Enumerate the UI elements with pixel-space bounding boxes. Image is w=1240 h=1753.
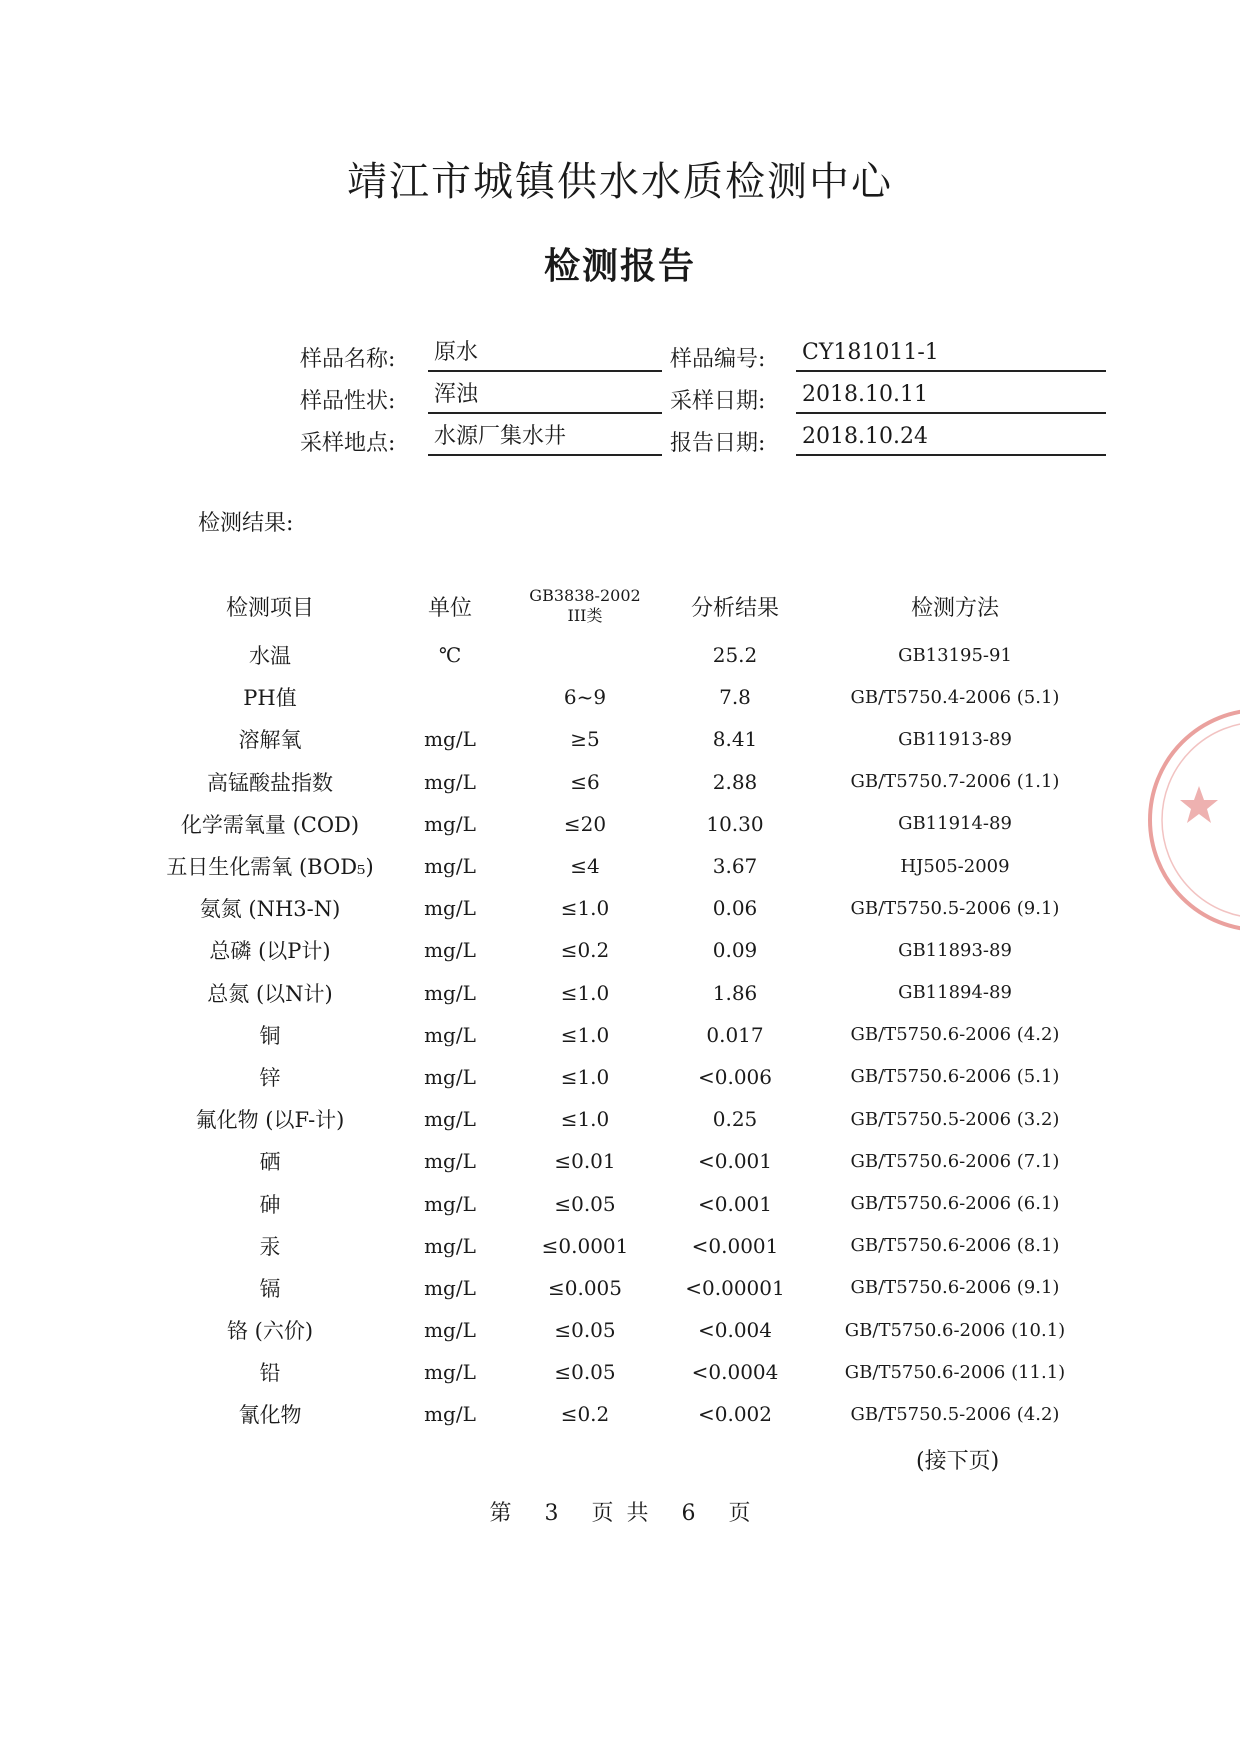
header-method: 检测方法 [910,595,999,621]
table-row [150,1267,1100,1309]
cell-standard: ≤6 [570,769,600,794]
cell-standard [510,634,660,676]
cell-result: 7.8 [719,685,751,710]
cell-standard: ≤1.0 [560,980,610,1005]
results-table [150,578,1100,1436]
cell-item: 锌 [259,1065,281,1090]
sample-number-label: 样品编号: [670,347,766,372]
cell-result: 25.2 [712,643,758,668]
cell-standard: ≤20 [563,811,607,836]
cell-standard: ≤0.01 [554,1149,616,1174]
cell-unit: mg/L [424,980,476,1005]
header-unit: 单位 [427,595,472,621]
table-row [150,1014,1100,1056]
table-row [150,634,1100,676]
cell-method: GB/T5750.5-2006 (9.1) [850,897,1060,919]
cell-unit: mg/L [424,1191,476,1216]
table-row [150,972,1100,1014]
cell-method: GB/T5750.6-2006 (9.1) [850,1277,1060,1299]
table-row [150,1393,1100,1435]
cell-result: 2.88 [712,769,758,794]
table-row [150,1140,1100,1182]
cell-result: <0.00001 [685,1275,785,1300]
cell-method: GB/T5750.6-2006 (5.1) [850,1066,1060,1088]
table-row [150,845,1100,887]
table-row [150,929,1100,971]
cell-result: 1.86 [712,980,758,1005]
cell-item: 高锰酸盐指数 [207,770,333,795]
header-standard-class: III类 [567,606,603,625]
report-date-value: 2018.10.24 [796,420,1106,456]
header-standard-code: GB3838-2002 [529,586,641,605]
cell-standard: ≤0.05 [554,1191,616,1216]
cell-item: 镉 [259,1276,281,1301]
table-header-row [150,578,1100,634]
report-title: 检测报告 [543,245,696,287]
cell-method: GB/T5750.5-2006 (3.2) [850,1108,1060,1130]
page-mid: 页 共 [591,1501,649,1526]
cell-standard: ≤0.05 [554,1360,616,1385]
cell-unit [390,676,510,718]
cell-item: 铜 [259,1023,281,1048]
seal-stamp-icon [1110,690,1240,950]
cell-item: 总磷 (以P计) [209,939,331,964]
cell-method: GB11913-89 [898,728,1012,750]
header-item: 检测项目 [225,595,314,621]
cell-result: 0.25 [712,1107,758,1132]
sample-name-value: 原水 [428,336,662,372]
table-row [150,761,1100,803]
cell-method: GB/T5750.6-2006 (6.1) [850,1193,1060,1215]
cell-method: GB11893-89 [898,939,1012,961]
cell-unit: mg/L [424,1022,476,1047]
cell-unit: mg/L [424,1149,476,1174]
cell-result: 0.09 [712,938,758,963]
page-suffix: 页 [728,1501,751,1526]
table-row [150,676,1100,718]
cell-item: 水温 [249,644,291,669]
cell-method: GB/T5750.5-2006 (4.2) [850,1403,1060,1425]
sampling-date-label: 采样日期: [670,389,766,414]
cell-item: 五日生化需氧 (BOD₅) [166,855,374,880]
sample-info-row-2 [300,378,1106,418]
cell-result: 0.06 [712,896,758,921]
table-row [150,1098,1100,1140]
cell-unit: mg/L [424,896,476,921]
cell-unit: ℃ [438,643,462,668]
cell-method: GB/T5750.4-2006 (5.1) [850,686,1060,708]
cell-standard: 6~9 [563,685,607,710]
cell-result: <0.0004 [691,1360,779,1385]
report-date-label: 报告日期: [670,431,766,456]
cell-standard: ≤0.05 [554,1318,616,1343]
cell-result: 10.30 [706,811,764,836]
cell-method: GB/T5750.6-2006 (7.1) [850,1150,1060,1172]
sample-state-label: 样品性状: [300,389,396,414]
sampling-location-value: 水源厂集水井 [428,420,662,456]
cell-standard: ≤1.0 [560,896,610,921]
cell-result: <0.001 [697,1191,772,1216]
cell-method: HJ505-2009 [900,855,1010,877]
cell-unit: mg/L [424,769,476,794]
cell-method: GB11914-89 [898,813,1012,835]
cell-standard: ≤0.0001 [541,1233,629,1258]
cell-item: 氨氮 (NH3-N) [199,897,341,922]
cell-method: GB/T5750.6-2006 (8.1) [850,1235,1060,1257]
cell-unit: mg/L [424,1360,476,1385]
cell-standard: ≤1.0 [560,1022,610,1047]
cell-item: 溶解氧 [238,728,302,753]
cell-item: 硒 [259,1150,281,1175]
results-body [150,634,1100,1436]
page-number: 3 [544,1501,559,1526]
page-total: 6 [681,1501,696,1526]
cell-standard: ≤1.0 [560,1107,610,1132]
cell-standard: ≤4 [570,854,600,879]
sample-state-value: 浑浊 [428,378,662,414]
sampling-location-label: 采样地点: [300,431,396,456]
cell-item: 总氮 (以N计) [207,981,333,1006]
table-row [150,887,1100,929]
cell-unit: mg/L [424,1275,476,1300]
table-row [150,1225,1100,1267]
cell-unit: mg/L [424,811,476,836]
cell-unit: mg/L [424,727,476,752]
page-prefix: 第 [489,1501,512,1526]
cell-result: <0.006 [697,1064,772,1089]
continue-note: (接下页) [916,1449,1000,1474]
cell-result: 8.41 [712,727,758,752]
cell-method: GB/T5750.6-2006 (11.1) [844,1361,1066,1383]
cell-method: GB11894-89 [898,982,1012,1004]
table-row [150,1056,1100,1098]
cell-standard: ≥5 [570,727,600,752]
cell-item: PH值 [243,686,297,711]
table-row [150,1351,1100,1393]
cell-unit: mg/L [424,1107,476,1132]
cell-result: 3.67 [712,854,758,879]
cell-result: <0.001 [697,1149,772,1174]
cell-item: 砷 [259,1192,281,1217]
page-footer [0,1496,1240,1527]
cell-result: <0.002 [697,1402,772,1427]
cell-method: GB/T5750.6-2006 (4.2) [850,1024,1060,1046]
cell-standard: ≤0.005 [547,1275,622,1300]
cell-unit: mg/L [424,1233,476,1258]
cell-standard: ≤0.2 [560,938,610,963]
cell-standard: ≤0.2 [560,1402,610,1427]
cell-item: 铬 (六价) [226,1319,314,1344]
cell-result: 0.017 [706,1022,764,1047]
header-result: 分析结果 [690,595,779,621]
cell-unit: mg/L [424,1402,476,1427]
cell-method: GB13195-91 [898,644,1012,666]
cell-standard: ≤1.0 [560,1064,610,1089]
cell-item: 汞 [259,1234,281,1259]
table-row [150,1309,1100,1351]
cell-result: <0.004 [697,1318,772,1343]
table-row [150,718,1100,760]
header-standard [510,578,660,634]
cell-unit: mg/L [424,1064,476,1089]
cell-item: 铅 [259,1361,281,1386]
organization-title: 靖江市城镇供水水质检测中心 [347,159,893,205]
sampling-date-value: 2018.10.11 [796,378,1106,414]
cell-unit: mg/L [424,854,476,879]
table-row [150,1182,1100,1224]
sample-info-row-3 [300,420,1106,460]
sample-name-label: 样品名称: [300,347,396,372]
cell-result: <0.0001 [691,1233,779,1258]
table-row [150,803,1100,845]
cell-item: 化学需氧量 (COD) [180,812,360,837]
cell-item: 氟化物 (以F-计) [195,1108,345,1133]
sample-number-value: CY181011-1 [796,336,1106,372]
cell-item: 氰化物 [238,1403,302,1428]
cell-method: GB/T5750.7-2006 (1.1) [850,771,1060,793]
sample-info-row-1 [300,336,1106,376]
cell-method: GB/T5750.6-2006 (10.1) [844,1319,1066,1341]
cell-unit: mg/L [424,1318,476,1343]
cell-unit: mg/L [424,938,476,963]
results-label: 检测结果: [198,511,294,536]
